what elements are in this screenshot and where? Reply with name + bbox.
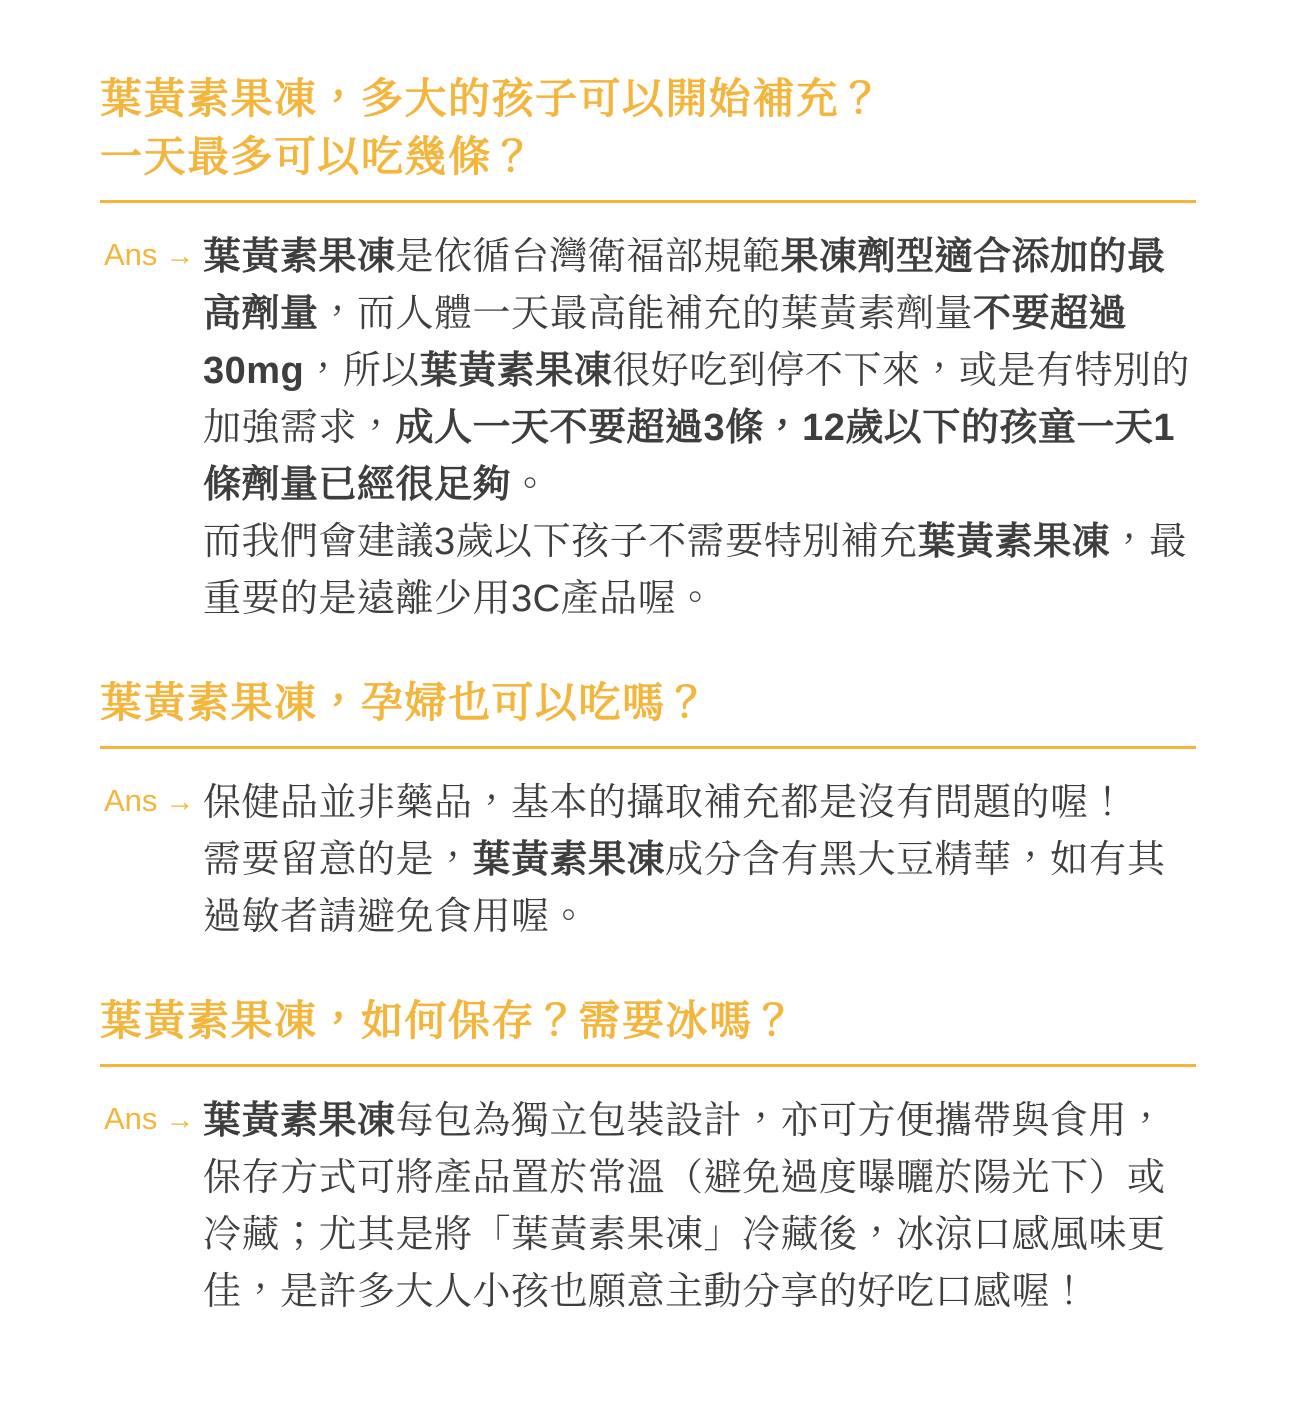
qa-section-q2 — [100, 674, 1196, 946]
question-heading — [100, 70, 1196, 186]
qa-section-q3 — [100, 992, 1196, 1321]
ans-text: Ans — [104, 237, 158, 272]
ans-text: Ans — [104, 783, 158, 818]
answer-text — [203, 1093, 1196, 1321]
ans-label — [100, 1093, 203, 1137]
answer-segment-bold: 成人一天不要超過3條，12歲以下的孩童一天1條劑量已經很足夠 — [203, 407, 1176, 506]
answer-text — [203, 775, 1196, 946]
question-line: 葉黃素果凍，孕婦也可以吃嗎？ — [100, 679, 710, 726]
answer-row — [100, 229, 1196, 628]
answer-segment: 。 — [511, 464, 550, 506]
answer-segment-bold: 葉黃素果凍 — [917, 521, 1111, 563]
qa-section-q1 — [100, 70, 1196, 628]
answer-row — [100, 1093, 1196, 1321]
answer-segment: 而我們會建議3歲以下孩子不需要特別補充 — [203, 521, 918, 563]
answer-segment-bold: 葉黃素果凍 — [419, 350, 613, 392]
question-heading — [100, 992, 1196, 1050]
answer-segment: ，而人體一天最高能補充的葉黃素劑量 — [318, 293, 974, 335]
answer-segment-bold: 果凍劑型適合添加的最高劑量 — [203, 236, 1166, 335]
ans-text: Ans — [104, 1101, 158, 1136]
answer-segment: 保健品並非藥品，基本的攝取補充都是沒有問題的喔！ — [203, 782, 1128, 824]
answer-segment: ，所以 — [304, 350, 420, 392]
answer-segment-bold: 葉黃素果凍 — [472, 839, 666, 881]
question-line: 葉黃素果凍，如何保存？需要冰嗎？ — [100, 997, 797, 1044]
arrow-right-icon: → — [165, 239, 195, 272]
divider-line — [100, 1064, 1196, 1067]
answer-text — [203, 229, 1196, 628]
ans-label — [100, 775, 203, 819]
question-heading — [100, 674, 1196, 732]
answer-segment-bold: 葉黃素果凍 — [203, 236, 396, 278]
answer-segment-bold: 葉黃素果凍 — [203, 1100, 396, 1142]
divider-line — [100, 200, 1196, 203]
answer-segment: 成分含有黑大豆精華，如有其過敏者請避免食用喔。 — [203, 839, 1166, 938]
question-line: 葉黃素果凍，多大的孩子可以開始補充？ — [100, 75, 884, 122]
arrow-right-icon: → — [165, 785, 195, 818]
faq-list — [100, 70, 1196, 1321]
answer-segment: 每包為獨立包裝設計，亦可方便攜帶與食用，保存方式可將產品置於常溫（避免過度曝曬於陽光下）或冷藏；尤其是將「葉黃素果凍」冷藏後，冰涼口感風味更佳，是許多大人小孩也願意主動分享的好吃口感喔！ — [203, 1100, 1166, 1313]
arrow-right-icon: → — [165, 1103, 195, 1136]
answer-segment: 是依循台灣衛福部規範 — [395, 236, 781, 278]
answer-row — [100, 775, 1196, 946]
answer-segment-bold: 不要超過30mg — [203, 293, 1128, 392]
answer-segment: 需要留意的是， — [203, 839, 473, 881]
answer-segment: ，最重要的是遠離少用3C產品喔。 — [203, 521, 1188, 620]
ans-label — [100, 229, 203, 273]
answer-segment: 很好吃到停不下來，或是有特別的加強需求， — [203, 350, 1190, 449]
question-line: 一天最多可以吃幾條？ — [100, 133, 536, 180]
divider-line — [100, 746, 1196, 749]
